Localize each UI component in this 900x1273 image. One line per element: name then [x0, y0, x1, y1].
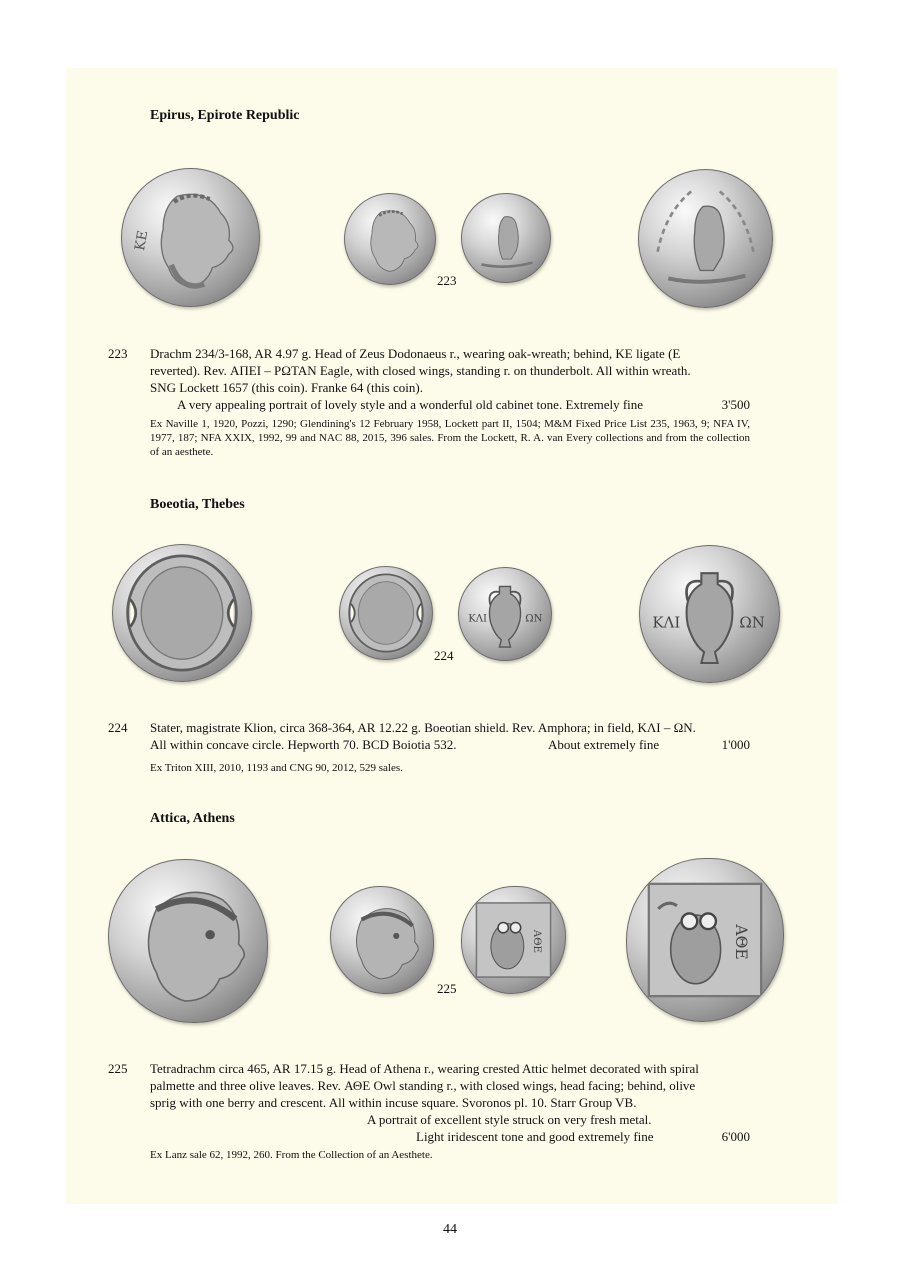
owl-icon: [627, 859, 783, 1021]
coin-225-reverse: [461, 886, 566, 994]
lot-223-description: [150, 345, 750, 413]
coin-legend-kli: ΚΛΙ: [468, 613, 488, 625]
lot-number-225: 225: [108, 1061, 128, 1076]
coin-225-obverse-enlarged: [108, 859, 268, 1023]
lot-225-description: [150, 1060, 750, 1145]
amphora-icon: [459, 568, 551, 660]
coin-224-obverse: [339, 566, 433, 660]
coin-legend-on: ΩΝ: [739, 613, 765, 632]
page-number: 44: [443, 1222, 457, 1237]
description-line: palmette and three olive leaves. Rev. ΑΘΕ Owl standing r., with closed wings, head facing; behind, olive: [150, 1078, 696, 1093]
coin-224-reverse-enlarged: [639, 545, 780, 683]
owl-icon: [462, 887, 565, 993]
region-heading-attica: Attica, Athens: [150, 811, 235, 826]
coin-legend-athe: ΑΘΕ: [732, 924, 751, 960]
description-line: Stater, magistrate Klion, circa 368-364, AR 12.22 g. Boeotian shield. Rev. Amphora; in field, ΚΛΙ – ΩΝ.: [150, 720, 696, 735]
description-line: Drachm 234/3-168, AR 4.97 g. Head of Zeus Dodonaeus r., wearing oak-wreath; behind, KE ligate (E: [150, 346, 681, 361]
coin-224-obverse-enlarged: [112, 544, 252, 682]
amphora-icon: [640, 546, 779, 682]
lot-224-description: [150, 719, 750, 753]
lot-number-224: 224: [108, 720, 128, 735]
description-line: All within concave circle. Hepworth 70. BCD Boiotia 532.: [150, 737, 457, 752]
region-heading-epirus: Epirus, Epirote Republic: [150, 108, 300, 123]
coin-223-reverse: [461, 193, 551, 283]
image-lot-number-223: 223: [437, 273, 457, 288]
lot-224-grade: About extremely fine: [548, 737, 660, 752]
description-line: SNG Lockett 1657 (this coin). Franke 64 (this coin).: [150, 380, 423, 395]
coin-223-reverse-enlarged: [638, 169, 773, 308]
zeus-head-icon: [345, 194, 435, 284]
lot-225-comment: A portrait of excellent style struck on very fresh metal.: [367, 1112, 652, 1127]
coin-legend-on: ΩΝ: [525, 613, 543, 625]
lot-number-223: 223: [108, 346, 128, 361]
region-heading-boeotia: Boeotia, Thebes: [150, 497, 245, 512]
boeotian-shield-icon: [113, 545, 251, 681]
coin-225-obverse: [330, 886, 434, 994]
lot-224-provenance: Ex Triton XIII, 2010, 1193 and CNG 90, 2012, 529 sales.: [150, 762, 403, 774]
description-line: Tetradrachm circa 465, AR 17.15 g. Head of Athena r., wearing crested Attic helmet decorated with spiral: [150, 1061, 699, 1076]
description-line: reverted). Rev. ΑΠΕΙ – ΡΩΤΑΝ Eagle, with closed wings, standing r. on thunderbolt. All within wreath.: [150, 363, 691, 378]
coin-legend-athe: ΑΘΕ: [531, 929, 544, 954]
coin-legend-kli: ΚΛΙ: [652, 613, 681, 632]
eagle-icon: [462, 194, 550, 282]
lot-223-price: 3'500: [721, 397, 750, 412]
image-lot-number-225: 225: [437, 981, 457, 996]
athena-head-icon: [331, 887, 433, 993]
coin-224-reverse: [458, 567, 552, 661]
lot-224-price: 1'000: [721, 737, 750, 752]
eagle-icon: [639, 170, 772, 307]
image-lot-number-224: 224: [434, 648, 454, 663]
lot-225-provenance: Ex Lanz sale 62, 1992, 260. From the Collection of an Aesthete.: [150, 1149, 433, 1161]
coin-225-reverse-enlarged: [626, 858, 784, 1022]
athena-head-icon: [109, 860, 267, 1022]
description-line: sprig with one berry and crescent. All within incuse square. Svoronos pl. 10. Starr Group VB.: [150, 1095, 637, 1110]
lot-225-grade: Light iridescent tone and good extremely fine: [416, 1129, 654, 1144]
lot-223-grade: A very appealing portrait of lovely style and a wonderful old cabinet tone. Extremely fine: [177, 397, 644, 412]
coin-223-obverse-enlarged: [121, 168, 260, 307]
zeus-head-icon: [122, 169, 259, 306]
boeotian-shield-icon: [340, 567, 432, 659]
lot-225-price: 6'000: [721, 1129, 750, 1144]
coin-223-obverse: [344, 193, 436, 285]
coin-legend-ke: ΚΕ: [132, 229, 152, 252]
lot-223-provenance: Ex Naville 1, 1920, Pozzi, 1290; Glendining's 12 February 1958, Lockett part II, 1504; M&M Fixed Price List 235, 1963, 9; NFA IV, 1977, 187; NFA XXIX, 1992, 99 and NAC 88, 2015, 396 sales. From the Lockett, R. A. van Every collections and from the collection of an aesthete.: [150, 418, 750, 458]
